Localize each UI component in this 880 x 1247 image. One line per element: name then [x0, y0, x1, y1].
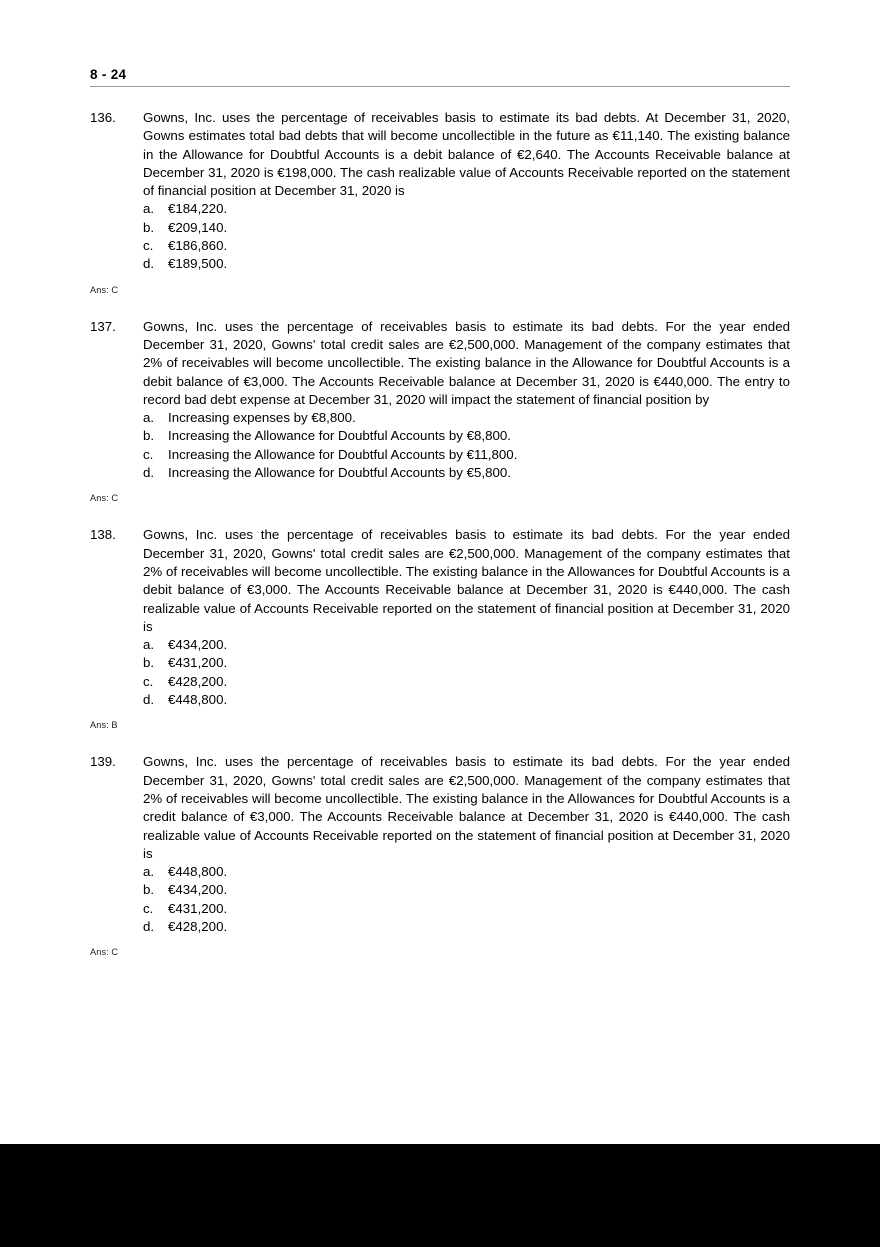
answer-option[interactable]	[143, 446, 790, 464]
answer-option[interactable]	[143, 409, 790, 427]
option-letter: b.	[143, 882, 155, 898]
option-text: Increasing the Allowance for Doubtful Accounts by €5,800.	[168, 465, 511, 481]
option-letter: a.	[143, 864, 155, 880]
answer-key: Ans: C	[90, 284, 119, 295]
header-divider	[90, 86, 790, 87]
answer-option[interactable]	[143, 900, 790, 918]
question-text-column	[143, 318, 790, 483]
question-stem: Gowns, Inc. uses the percentage of receivables basis to estimate its bad debts. For the year ended December 31, 2020, Gowns' total credit sales are €2,500,000. Management of the company estimates that 2% of receivables will become uncollectible. The existing balance in the Allowance for Doubtful Accounts is a debit balance of €3,000. The Accounts Receivable balance at December 31, 2020 is €440,000. The entry to record bad debt expense at December 31, 2020 will impact the statement of financial position by	[143, 318, 790, 407]
answer-options-list	[143, 200, 790, 273]
question-number: 138.	[90, 527, 116, 543]
option-text: €189,500.	[168, 256, 228, 272]
answer-option[interactable]	[143, 636, 790, 654]
option-text: €428,200.	[168, 918, 228, 934]
answer-option[interactable]	[143, 427, 790, 445]
answer-option[interactable]	[143, 237, 790, 255]
option-text: €434,200.	[168, 637, 228, 653]
option-letter: c.	[143, 900, 154, 916]
option-text: €448,800.	[168, 692, 228, 708]
answer-key: Ans: C	[90, 947, 119, 958]
option-text: Increasing the Allowance for Doubtful Accounts by €8,800.	[168, 428, 511, 444]
option-letter: a.	[143, 410, 155, 426]
option-text: €431,200.	[168, 900, 228, 916]
option-text: €434,200.	[168, 882, 228, 898]
question-stem-row	[90, 318, 790, 483]
option-letter: b.	[143, 219, 155, 235]
page-bottom-black-band	[0, 1144, 880, 1247]
question-text-column	[143, 753, 790, 936]
question-number: 136.	[90, 110, 116, 125]
question-text-column	[143, 526, 790, 709]
answer-option[interactable]	[143, 691, 790, 709]
answer-option[interactable]	[143, 863, 790, 881]
option-text: Increasing expenses by €8,800.	[168, 410, 356, 426]
answer-option[interactable]	[143, 654, 790, 672]
option-letter: d.	[143, 256, 155, 272]
question-stem-row	[90, 753, 790, 936]
question-stem-row	[90, 109, 790, 274]
option-text: €186,860.	[168, 238, 228, 254]
question-text-column	[143, 109, 790, 274]
question-stem: Gowns, Inc. uses the percentage of receivables basis to estimate its bad debts. For the year ended December 31, 2020, Gowns' total credit sales are €2,500,000. Management of the company estimates that 2% of receivables will become uncollectible. The existing balance in the Allowances for Doubtful Accounts is a debit balance of €3,000. The Accounts Receivable balance at December 31, 2020 is €440,000. The cash realizable value of Accounts Receivable reported on the statement of financial position at December 31, 2020 is	[143, 527, 790, 634]
option-letter: a.	[143, 201, 155, 217]
answer-option[interactable]	[143, 255, 790, 273]
option-letter: c.	[143, 238, 154, 254]
question-number: 137.	[90, 318, 116, 334]
question-stem-row	[90, 526, 790, 709]
answer-option[interactable]	[143, 219, 790, 237]
option-letter: d.	[143, 692, 155, 708]
question-item	[90, 109, 790, 296]
question-stem: Gowns, Inc. uses the percentage of receivables basis to estimate its bad debts. At December 31, 2020, Gowns estimates total bad debts that will become uncollectible in the future as €11,140. The existing balance in the Allowance for Doubtful Accounts is a debit balance of €2,640. The Accounts Receivable balance at December 31, 2020 is €198,000. The cash realizable value of Accounts Receivable reported on the statement of financial position at December 31, 2020 is	[143, 110, 790, 199]
option-letter: b.	[143, 655, 155, 671]
question-number: 139.	[90, 754, 116, 770]
page-header-label: 8 - 24	[90, 67, 127, 82]
option-text: €448,800.	[168, 864, 228, 880]
answer-option[interactable]	[143, 881, 790, 899]
question-item	[90, 753, 790, 958]
answer-option[interactable]	[143, 673, 790, 691]
option-letter: c.	[143, 673, 154, 689]
answer-options-list	[143, 636, 790, 709]
answer-option[interactable]	[143, 464, 790, 482]
option-text: €209,140.	[168, 219, 228, 235]
option-text: €431,200.	[168, 655, 228, 671]
question-item	[90, 526, 790, 731]
page-content	[90, 66, 790, 958]
answer-options-list	[143, 409, 790, 482]
option-text: Increasing the Allowance for Doubtful Accounts by €11,800.	[168, 446, 518, 462]
option-letter: b.	[143, 428, 155, 444]
option-letter: a.	[143, 637, 155, 653]
answer-options-list	[143, 863, 790, 936]
option-letter: d.	[143, 918, 155, 934]
answer-option[interactable]	[143, 200, 790, 218]
answer-option[interactable]	[143, 918, 790, 936]
question-stem: Gowns, Inc. uses the percentage of receivables basis to estimate its bad debts. For the year ended December 31, 2020, Gowns' total credit sales are €2,500,000. Management of the company estimates that 2% of receivables will become uncollectible. The existing balance in the Allowances for Doubtful Accounts is a credit balance of €3,000. The Accounts Receivable balance at December 31, 2020 is €440,000. The cash realizable value of Accounts Receivable reported on the statement of financial position at December 31, 2020 is	[143, 754, 790, 861]
answer-key: Ans: B	[90, 720, 118, 731]
question-item	[90, 318, 790, 505]
option-letter: d.	[143, 465, 155, 481]
answer-key: Ans: C	[90, 493, 119, 504]
option-text: €428,200.	[168, 673, 228, 689]
option-text: €184,220.	[168, 201, 228, 217]
option-letter: c.	[143, 446, 154, 462]
